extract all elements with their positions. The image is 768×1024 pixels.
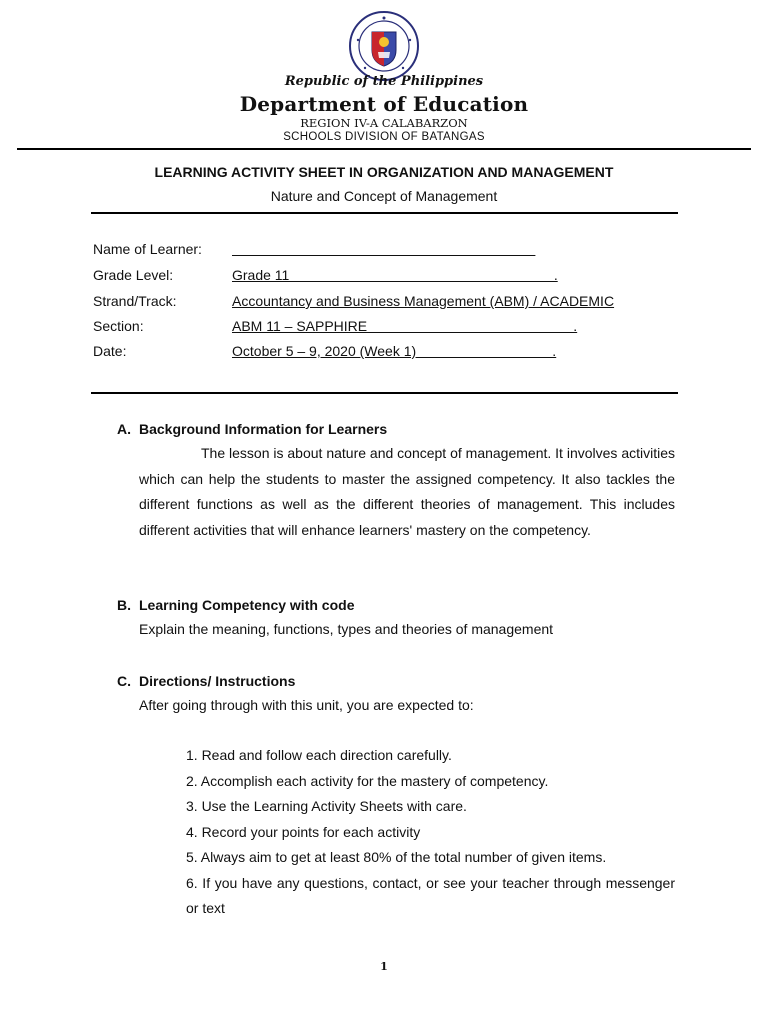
section-a-body <box>139 441 675 543</box>
section-b-title: Learning Competency with code <box>139 597 355 613</box>
info-divider <box>91 392 678 394</box>
department-heading: Department of Education <box>239 92 529 116</box>
section-a-title: Background Information for Learners <box>139 421 388 437</box>
name-field[interactable] <box>232 241 535 257</box>
section-c-title: Directions/ Instructions <box>139 673 296 689</box>
list-item: 1. Read and follow each direction carefully. <box>186 747 452 763</box>
section-b-letter: B. <box>117 597 131 613</box>
division-heading: SCHOOLS DIVISION OF BATANGAS <box>283 131 485 143</box>
list-item: 3. Use the Learning Activity Sheets with care. <box>186 798 467 814</box>
list-item: 6. If you have any questions, contact, or see your teacher through messenger or text <box>186 874 675 916</box>
list-item: 4. Record your points for each activity <box>186 823 421 840</box>
region-heading: REGION IV-A CALABARZON <box>300 116 468 130</box>
grade-label: Grade Level: <box>93 267 174 283</box>
section-c-letter: C. <box>117 673 131 689</box>
sheet-title: LEARNING ACTIVITY SHEET IN ORGANIZATION AND MANAGEMENT <box>154 164 614 180</box>
section-a-text: The lesson is about nature and concept of management. It involves activities which can help the students to master the assigned competency. It also tackles the different functions as well as the different theories of management. This includes different activities that will enhance learners' mastery on the competency. <box>139 445 675 538</box>
section-label: Section: <box>93 318 144 334</box>
date-value: October 5 – 9, 2020 (Week 1) . <box>232 343 557 359</box>
page-number: 1 <box>380 960 388 973</box>
list-item: 5. Always aim to get at least 80% of the total number of given items. <box>186 849 607 865</box>
section-value: ABM 11 – SAPPHIRE . <box>232 318 578 334</box>
deped-seal-logo <box>345 10 423 82</box>
list-item: 2. Accomplish each activity for the mastery of competency. <box>186 772 549 789</box>
instructions-list <box>186 743 675 922</box>
title-divider <box>91 212 678 214</box>
strand-value: Accountancy and Business Management (ABM) / ACADEMIC <box>232 293 615 309</box>
section-a-letter: A. <box>117 421 131 437</box>
name-label: Name of Learner: <box>93 241 202 257</box>
section-c-intro: After going through with this unit, you are expected to: <box>139 697 474 713</box>
strand-label: Strand/Track: <box>93 293 177 309</box>
republic-heading: Republic of the Philippines <box>284 74 484 89</box>
date-label: Date: <box>93 343 127 359</box>
header-divider <box>17 148 751 150</box>
grade-value: Grade 11 . <box>232 267 558 283</box>
section-b-body: Explain the meaning, functions, types and theories of management <box>139 621 554 637</box>
sheet-subtitle: Nature and Concept of Management <box>270 188 498 204</box>
